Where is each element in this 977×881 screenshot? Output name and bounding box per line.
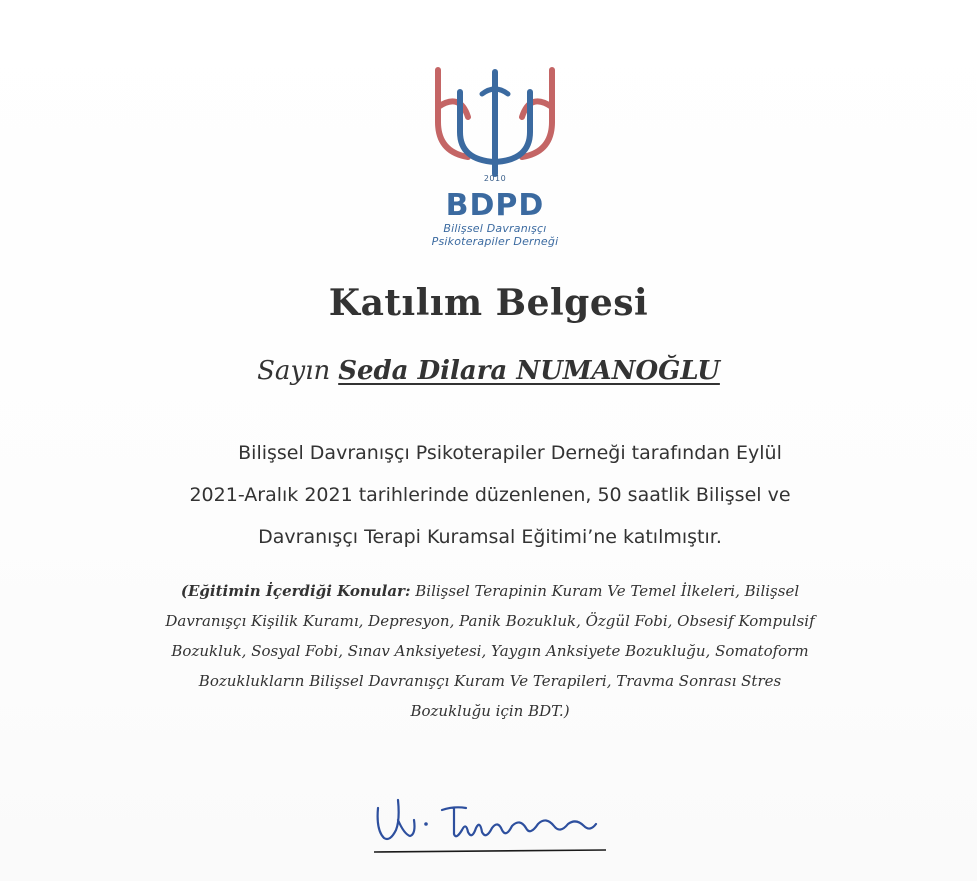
recipient-name: Seda Dilara NUMANOĞLU [338, 356, 720, 386]
logo-acronym: BDPD [445, 188, 545, 223]
logo-year: 2010 [483, 174, 507, 183]
recipient-line [0, 356, 977, 386]
body-line-2: 2021-Aralık 2021 tarihlerinde düzenlenen, 50 saatlik Bilişsel ve [189, 484, 791, 506]
course-topics [140, 576, 840, 726]
salutation: Sayın [257, 356, 331, 386]
organization-logo [420, 62, 570, 252]
bdpd-psi-logo-icon [420, 62, 570, 182]
body-line-3: Davranışçı Terapi Kuramsal Eğitimi’ne katılmıştır. [258, 526, 722, 548]
topics-line-1 [140, 576, 840, 606]
certificate-title: Katılım Belgesi [328, 282, 649, 324]
signature [370, 790, 610, 860]
certificate-body [150, 432, 830, 558]
logo-subtitle-line1: Bilişsel Davranışçı [443, 222, 547, 235]
topics-line-1-text: Bilişsel Terapinin Kuram Ve Temel İlkeleri, Bilişsel [410, 582, 800, 600]
topics-line-4: Bozuklukların Bilişsel Davranışçı Kuram Ve Terapileri, Travma Sonrası Stres [198, 672, 782, 690]
topics-line-5: Bozukluğu için BDT.) [410, 702, 570, 720]
logo-subtitle-line2: Psikoterapiler Derneği [431, 235, 559, 248]
topics-line-2: Davranışçı Kişilik Kuramı, Depresyon, Panik Bozukluk, Özgül Fobi, Obsesif Kompulsif [165, 612, 815, 630]
handwritten-signature-icon [370, 790, 610, 860]
topics-line-3: Bozukluk, Sosyal Fobi, Sınav Anksiyetesi, Yaygın Anksiyete Bozukluğu, Somatoform [171, 642, 809, 660]
topics-label: (Eğitimin İçerdiği Konular: [180, 582, 411, 600]
body-line-1: Bilişsel Davranışçı Psikoterapiler Derneği tarafından Eylül [238, 442, 782, 464]
